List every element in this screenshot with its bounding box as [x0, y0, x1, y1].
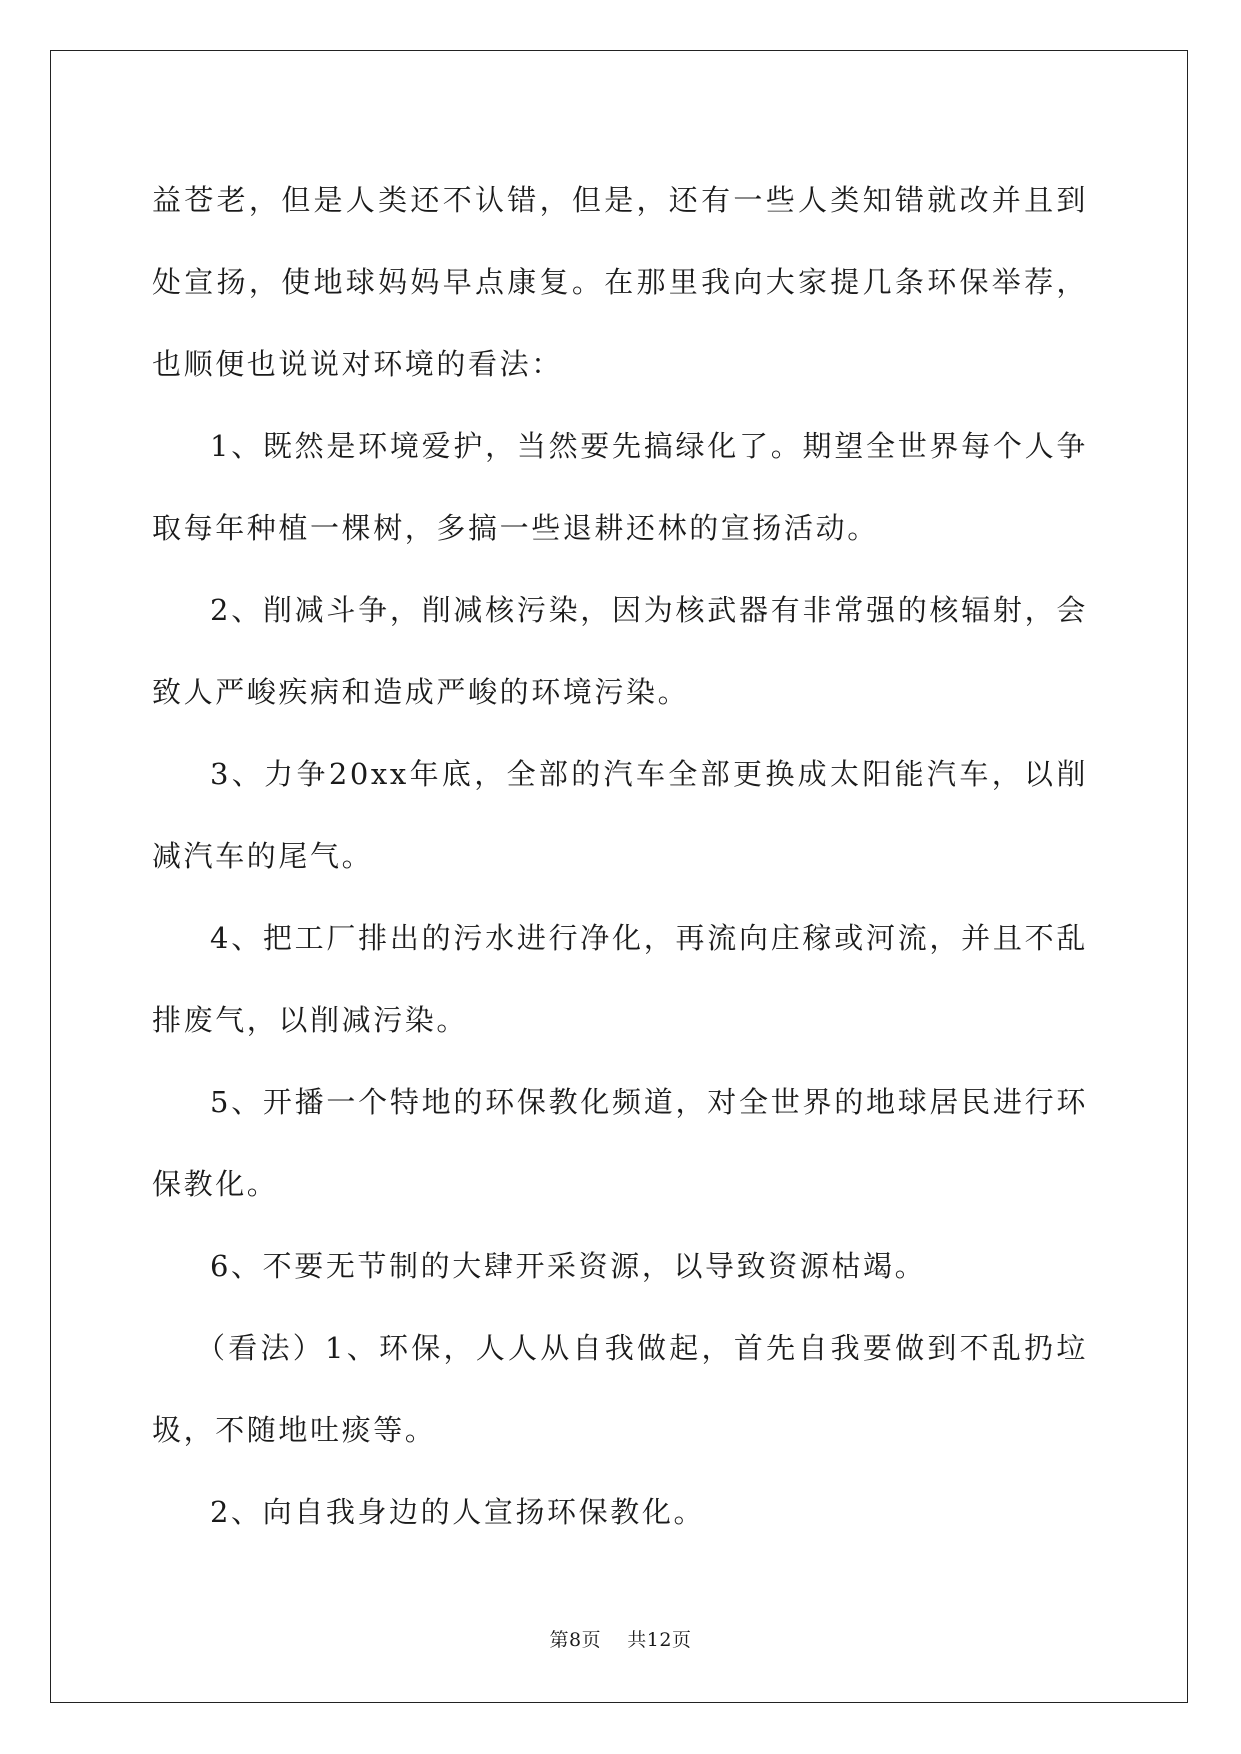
paragraph-intro: 益苍老，但是人类还不认错，但是，还有一些人类知错就改并且到处宣扬，使地球妈妈早点康复。在那里我向大家提几条环保举荐，也顺便也说说对环境的看法：	[152, 183, 1088, 381]
page-number: 第8页	[549, 1629, 602, 1651]
paragraph-item-2: 2、削减斗争，削减核污染，因为核武器有非常强的核辐射，会致人严峻疾病和造成严峻的环境污染。	[152, 593, 1088, 709]
page-footer	[0, 1625, 1241, 1652]
document-body	[152, 159, 1088, 1553]
paragraph-item-3: 3、力争20xx年底，全部的汽车全部更换成太阳能汽车，以削减汽车的尾气。	[152, 757, 1088, 873]
paragraph-item-1: 1、既然是环境爱护，当然要先搞绿化了。期望全世界每个人争取每年种植一棵树，多搞一些退耕还林的宣扬活动。	[152, 429, 1088, 545]
paragraph-item-5: 5、开播一个特地的环保教化频道，对全世界的地球居民进行环保教化。	[152, 1085, 1088, 1201]
paragraph-opinion-2: 2、向自我身边的人宣扬环保教化。	[210, 1495, 706, 1529]
paragraph-item-6: 6、不要无节制的大肆开采资源，以导致资源枯竭。	[210, 1249, 927, 1283]
paragraph-item-4: 4、把工厂排出的污水进行净化，再流向庄稼或河流，并且不乱排废气，以削减污染。	[152, 921, 1088, 1037]
page-total: 共12页	[627, 1629, 692, 1651]
paragraph-opinion-1: （看法）1、环保，人人从自我做起，首先自我要做到不乱扔垃圾，不随地吐痰等。	[152, 1331, 1088, 1447]
